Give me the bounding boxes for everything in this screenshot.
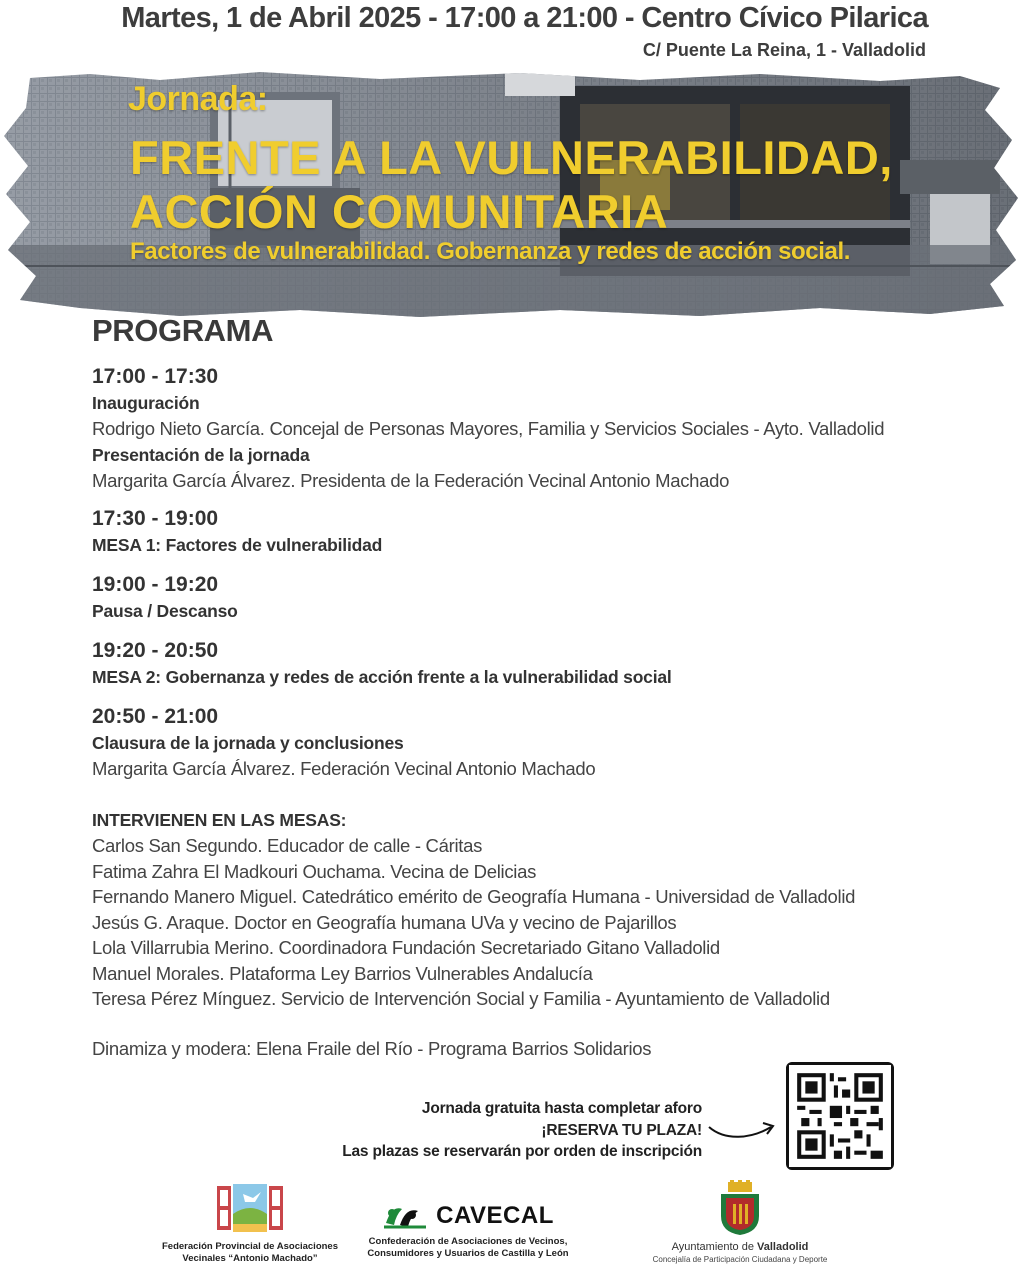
speaker-item: Manuel Morales. Plataforma Ley Barrios Vulnerables Andalucía [92,962,593,984]
session-time: 17:30 - 19:00 [92,507,219,530]
session-time: 19:20 - 20:50 [92,639,219,662]
banner-label: Jornada: [128,80,268,118]
speaker-item: Lola Villarrubia Merino. Coordinadora Fundación Secretariado Gitano Valladolid [92,937,720,958]
federacion-caption-1: Federación Provincial de Asociaciones [162,1241,338,1252]
federacion-logo [150,1180,350,1265]
speakers-list [92,807,992,1012]
session-line: Presentación de la jornada [92,444,310,465]
session-line: Pausa / Descanso [92,601,238,621]
session-time: 17:00 - 17:30 [92,365,219,388]
reservation-line: ¡RESERVA TU PLAZA! [541,1121,702,1139]
session-line: Margarita García Álvarez. Federación Vecinal Antonio Machado [92,758,596,779]
banner-subtitle: Factores de vulnerabilidad. Gobernanza y redes de acción social. [130,238,850,265]
event-address: C/ Puente La Reina, 1 - Valladolid [642,40,926,60]
cavecal-caption-1: Confederación de Asociaciones de Vecinos, [368,1236,568,1247]
reservation-note [342,1098,702,1163]
reservation-line: Jornada gratuita hasta completar aforo [421,1100,702,1117]
speaker-item: Fernando Manero Miguel. Catedrático emérito de Geografía Humana - Universidad de Valladolid [92,886,856,907]
federacion-emblem-icon [215,1180,285,1236]
curved-arrow-icon [707,1115,779,1143]
session-1 [92,364,992,493]
speaker-item: Carlos San Segundo. Educador de calle - Cáritas [92,835,483,856]
reservation-line: Las plazas se reservarán por orden de inscripción [342,1143,702,1160]
session-4 [92,638,992,690]
ayuntamiento-prefix: Ayuntamiento de [671,1241,758,1253]
cavecal-logo [352,1196,584,1260]
session-line: Margarita García Álvarez. Presidenta de la Federación Vecinal Antonio Machado [92,469,730,491]
banner-title-block [0,70,1024,320]
banner-title-line-2: ACCIÓN COMUNITARIA [130,185,669,238]
cavecal-emblem-icon [382,1201,428,1231]
session-time: 20:50 - 21:00 [92,705,219,728]
ayuntamiento-logo [640,1180,840,1265]
valladolid-coat-of-arms-icon [715,1180,765,1236]
cavecal-name: CAVECAL [436,1202,554,1229]
ayuntamiento-city: Valladolid [757,1241,809,1253]
session-line: MESA 2: Gobernanza y redes de acción frente a la vulnerabilidad social [92,667,672,687]
speaker-item: Fatima Zahra El Madkouri Ouchama. Vecina de Delicias [92,860,537,882]
ayuntamiento-caption [640,1241,840,1254]
speakers-heading: INTERVIENEN EN LAS MESAS: [92,810,347,830]
session-time: 19:00 - 19:20 [92,573,219,596]
session-2 [92,506,992,558]
cavecal-caption-2: Consumidores y Usuarios de Castilla y León [367,1248,569,1259]
qr-code[interactable] [786,1062,894,1170]
programa-heading: PROGRAMA [92,313,274,348]
session-line: MESA 1: Factores de vulnerabilidad [92,535,383,555]
session-line: Clausura de la jornada y conclusiones [92,733,404,753]
speaker-item: Jesús G. Araque. Doctor en Geografía humana UVa y vecino de Pajarillos [92,911,677,933]
session-3 [92,572,992,624]
banner-title-line-1: FRENTE A LA VULNERABILIDAD, [130,131,893,184]
event-date-location: Martes, 1 de Abril 2025 - 17:00 a 21:00 - Centro Cívico Pilarica [121,2,928,34]
moderator-line: Dinamiza y modera: Elena Fraile del Río - Programa Barrios Solidarios [92,1038,652,1059]
ayuntamiento-subcaption: Concejalía de Participación Ciudadana y Deporte [652,1255,828,1264]
qr-code-icon [789,1065,891,1167]
federacion-caption-2: Vecinales “Antonio Machado” [182,1253,318,1264]
session-line: Rodrigo Nieto García. Concejal de Personas Mayores, Familia y Servicios Sociales - Ayto. Valladolid [92,418,885,439]
session-5 [92,704,992,782]
speaker-item: Teresa Pérez Mínguez. Servicio de Intervención Social y Familia - Ayuntamiento de Valladolid [92,988,830,1009]
session-line: Inauguración [92,393,200,413]
